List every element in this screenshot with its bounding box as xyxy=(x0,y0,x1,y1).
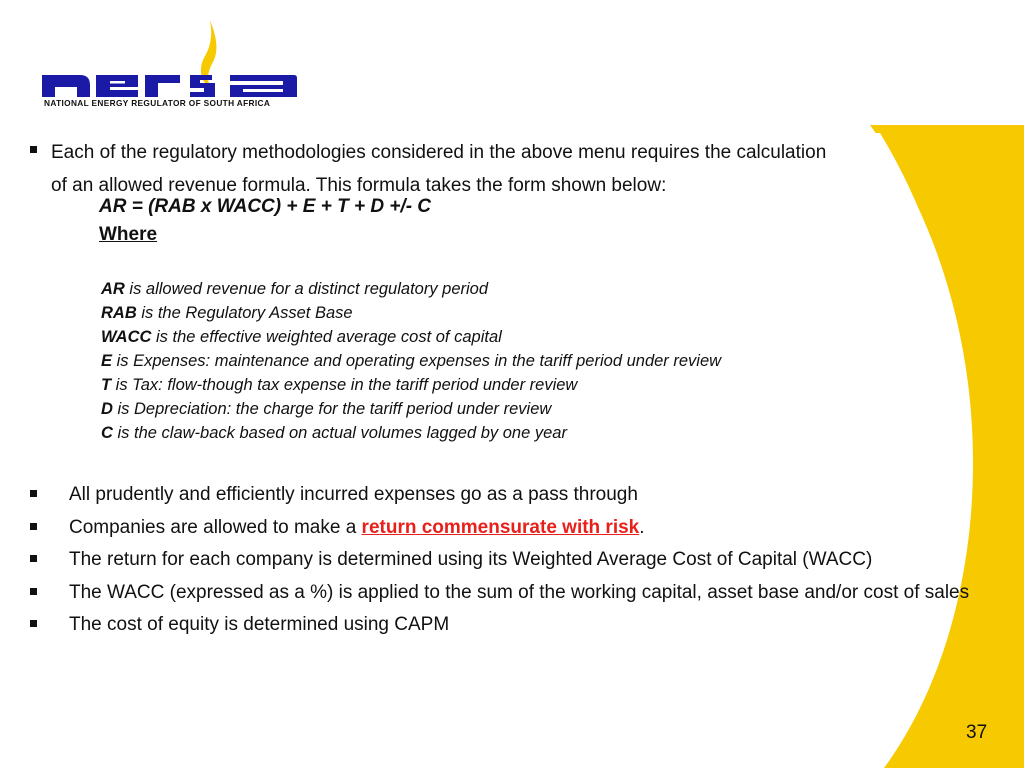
definition-ar: AR is allowed revenue for a distinct regulatory period xyxy=(101,280,489,298)
definition-t: T is Tax: flow-though tax expense in the tariff period under review xyxy=(101,376,578,394)
definition-c: C is the claw-back based on actual volumes lagged by one year xyxy=(101,424,567,442)
list-item: Companies are allowed to make a return commensurate with risk. xyxy=(30,514,970,542)
bullet-marker xyxy=(30,555,37,562)
emphasis-text: return commensurate with risk xyxy=(361,516,640,538)
definition-e: E is Expenses: maintenance and operating expenses in the tariff period under review xyxy=(101,352,722,370)
bullet-list xyxy=(30,481,970,644)
list-item: The cost of equity is determined using CAPM xyxy=(30,611,970,639)
intro-line-2: of an allowed revenue formula. This formula takes the form shown below: xyxy=(51,175,667,196)
bullet-marker xyxy=(30,588,37,595)
bullet-marker xyxy=(30,620,37,627)
definition-wacc: WACC is the effective weighted average cost of capital xyxy=(101,328,502,346)
bullet-marker xyxy=(30,146,37,153)
intro-bullet xyxy=(30,136,930,202)
definition-rab: RAB is the Regulatory Asset Base xyxy=(101,304,353,322)
bullet-marker xyxy=(30,490,37,497)
list-item: The WACC (expressed as a %) is applied to the sum of the working capital, asset base and/or cost of sales xyxy=(30,579,970,607)
definitions-list xyxy=(101,277,721,445)
logo-tagline: NATIONAL ENERGY REGULATOR OF SOUTH AFRICA xyxy=(44,98,271,108)
list-item: The return for each company is determined using its Weighted Average Cost of Capital (WACC) xyxy=(30,546,970,574)
page-number: 37 xyxy=(966,722,988,743)
intro-line-1: Each of the regulatory methodologies considered in the above menu requires the calculation xyxy=(51,142,827,163)
allowed-revenue-formula: AR = (RAB x WACC) + E + T + D +/- C xyxy=(99,196,432,217)
where-heading: Where xyxy=(99,224,158,245)
bullet-marker xyxy=(30,523,37,530)
definition-d: D is Depreciation: the charge for the tariff period under review xyxy=(101,400,552,418)
list-item: All prudently and efficiently incurred expenses go as a pass through xyxy=(30,481,970,509)
